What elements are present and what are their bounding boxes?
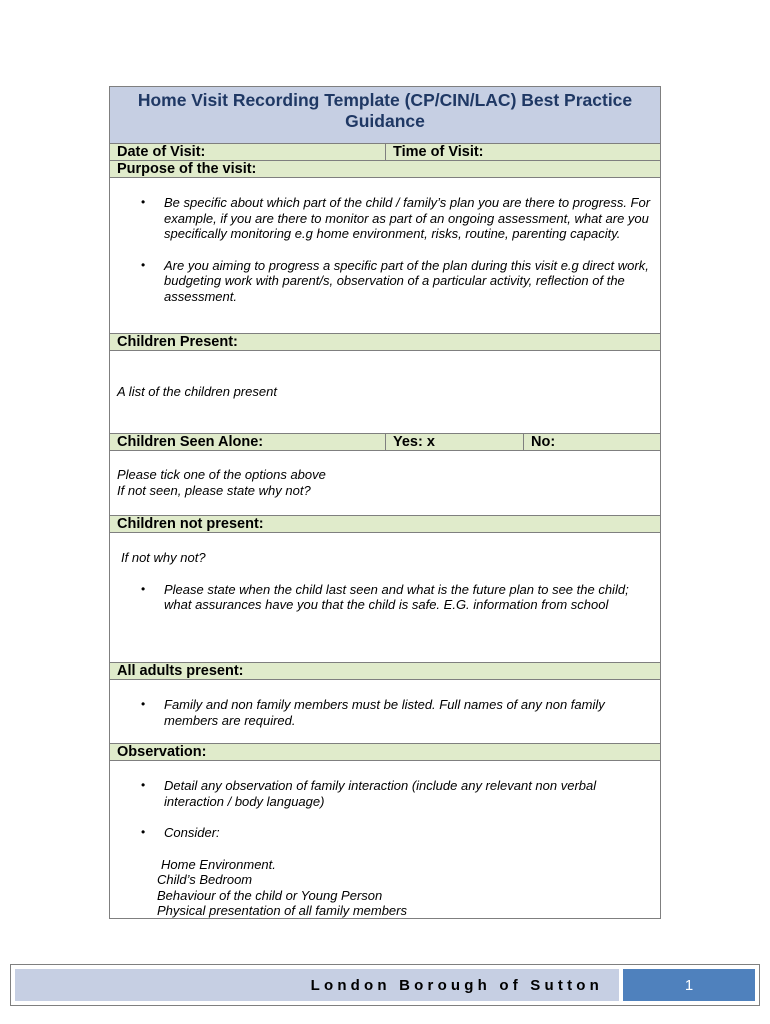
date-time-row (110, 144, 660, 161)
not-present-header: Children not present: (110, 516, 660, 533)
not-present-intro: If not why not? (121, 550, 206, 565)
consideration-item: Home Environment. (161, 856, 276, 872)
adults-header: All adults present: (110, 663, 660, 680)
home-visit-form (109, 86, 661, 919)
not-present-section (110, 533, 660, 663)
list-item: • Consider: (141, 825, 220, 840)
footer-organisation: London Borough of Sutton (15, 969, 619, 1001)
consideration-item: Behaviour of the child or Young Person (157, 887, 383, 903)
page-number: 1 (623, 969, 755, 1001)
consideration-item: Child’s Bedroom (157, 872, 253, 887)
date-of-visit-label: Date of Visit: (117, 144, 206, 160)
children-present-text: A list of the children present (117, 384, 277, 399)
bullet-icon: • (141, 195, 146, 209)
purpose-section (110, 178, 660, 334)
considerations-list (110, 857, 660, 919)
page-footer (10, 964, 760, 1006)
list-item: • Are you aiming to progress a specific part of the plan during this visit e.g direct work, budgeting work with parent/s, observation of a particular activity, reflection of the assessment. (141, 257, 649, 304)
bullet-icon: • (141, 697, 146, 711)
children-present-header: Children Present: (110, 334, 660, 351)
bullet-icon: • (141, 778, 146, 792)
bullet-icon: • (141, 825, 146, 839)
seen-alone-yes: Yes: x (385, 434, 523, 450)
seen-alone-instruction: Please tick one of the options above (117, 467, 326, 482)
form-title: Home Visit Recording Template (CP/CIN/LAC) Best Practice Guidance (110, 87, 660, 144)
consideration-item: Physical presentation of all family members (157, 903, 407, 918)
purpose-header: Purpose of the visit: (110, 161, 660, 178)
observation-section (110, 761, 660, 918)
list-item: • Please state when the child last seen and what is the future plan to see the child; what assurances have you that the child is safe. E.G. information from school (141, 581, 629, 612)
bullet-icon: • (141, 581, 146, 596)
seen-alone-row (110, 434, 660, 451)
seen-alone-no: No: (523, 434, 660, 450)
children-present-section (110, 351, 660, 434)
list-item: • Family and non family members must be listed. Full names of any non family members are required. (141, 697, 605, 728)
list-item: • Detail any observation of family interaction (include any relevant non verbal interaction / body language) (141, 778, 597, 809)
adults-section (110, 680, 660, 744)
list-item: • Be specific about which part of the child / family’s plan you are there to progress. For example, if you are there to monitor as part of an ongoing assessment, what are you specifically monitoring e.g home environment, risks, routine, parenting capacity. (141, 195, 651, 241)
observation-header: Observation: (110, 744, 660, 761)
time-of-visit-label: Time of Visit: (385, 144, 660, 160)
bullet-icon: • (141, 257, 146, 272)
seen-alone-why-not: If not seen, please state why not? (117, 482, 311, 498)
seen-alone-label: Children Seen Alone: (117, 434, 264, 450)
seen-alone-section (110, 451, 660, 516)
